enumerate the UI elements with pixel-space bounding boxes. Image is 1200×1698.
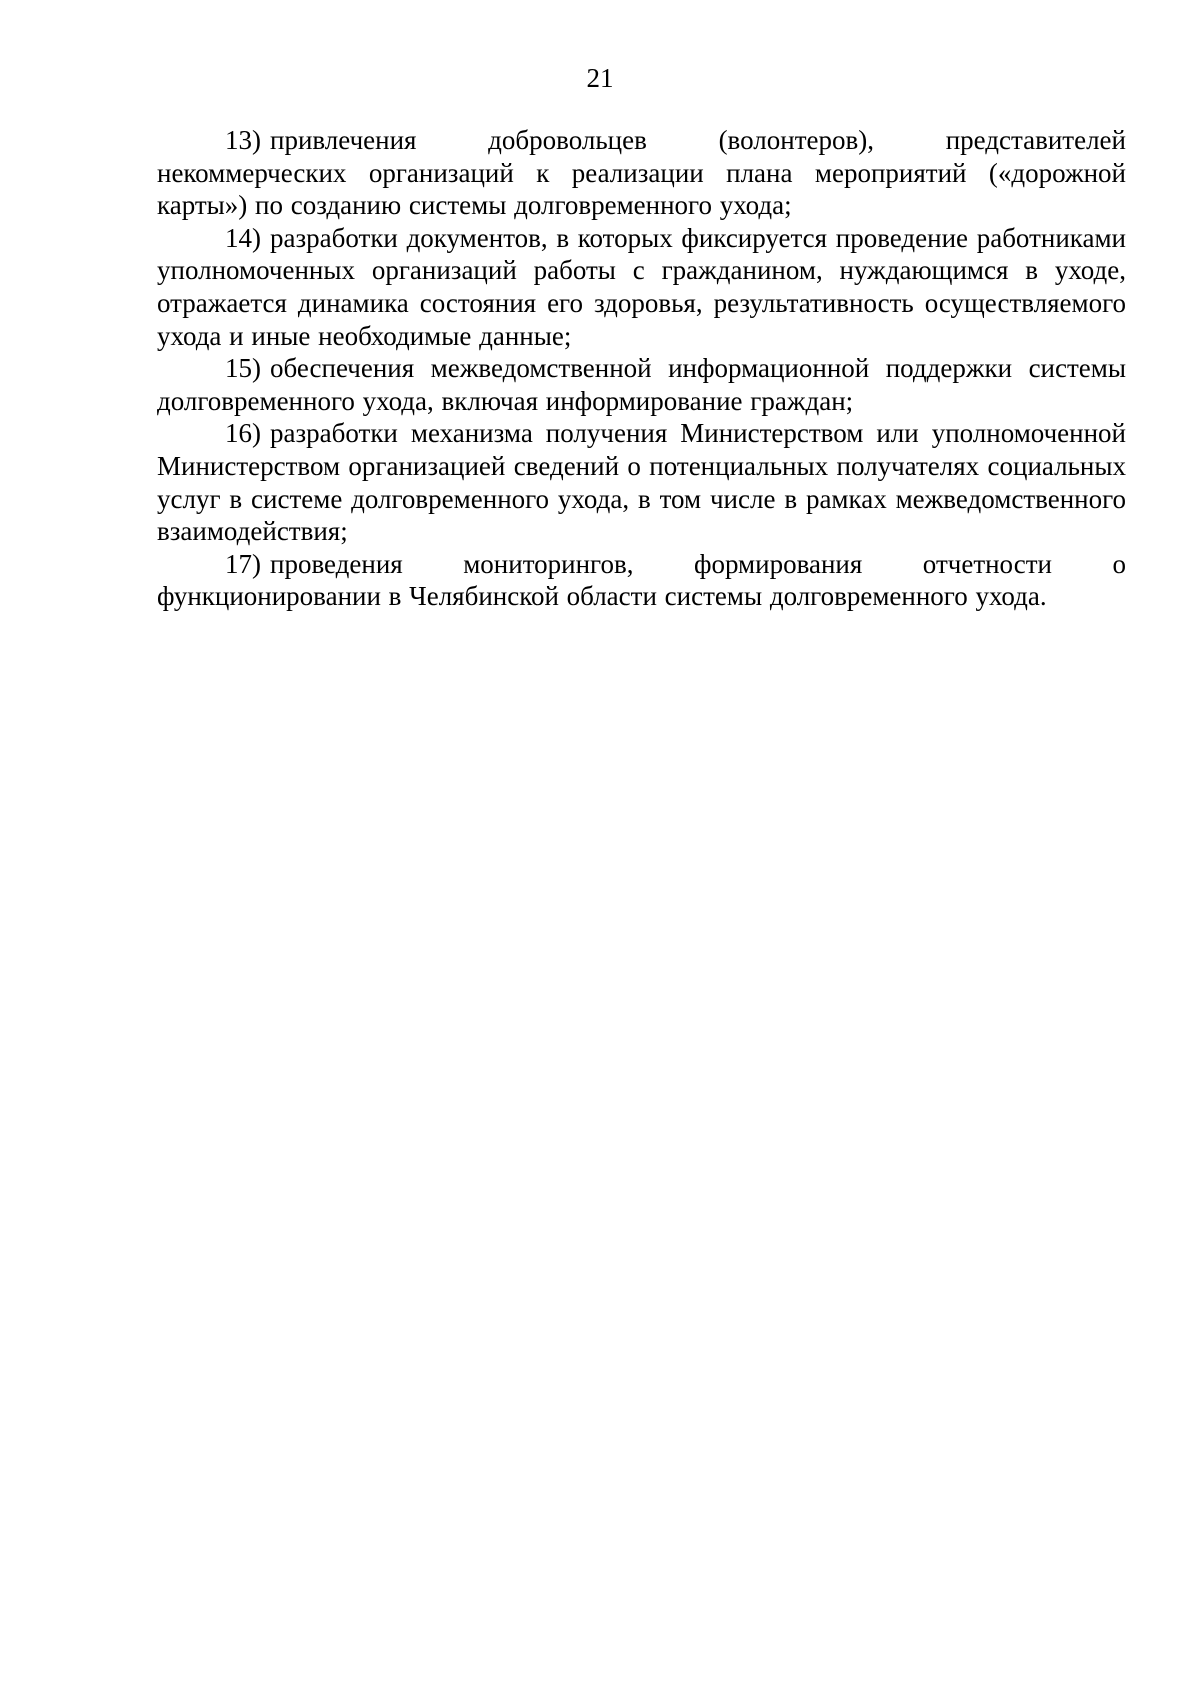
item-text: привлечения добровольцев (волонтеров), представителей некоммерческих организаций к реализации плана мероприятий («дорожной карты») по созданию системы долговременного ухода;	[157, 125, 1126, 221]
list-item-13	[157, 124, 1126, 222]
list-item-17	[157, 548, 1126, 613]
item-text: проведения мониторингов, формирования отчетности о функционировании в Челябинской области системы долговременного ухода.	[157, 548, 1126, 612]
item-number: 17)	[225, 548, 261, 579]
item-text: разработки документов, в которых фиксируется проведение работниками уполномоченных организаций работы с гражданином, нуждающимся в уходе, отражается динамика состояния его здоровья, результативность осуществляемого ухода и иные необходимые данные;	[157, 222, 1126, 351]
item-text: обеспечения межведомственной информационной поддержки системы долговременного ухода, включая информирование граждан;	[157, 353, 1126, 416]
list-item-14	[157, 222, 1126, 352]
item-text: разработки механизма получения Министерством или уполномоченной Министерством организацией сведений о потенциальных получателях социальных услуг в системе долговременного ухода, в том числе в рамках межведомственного взаимодействия;	[157, 418, 1126, 547]
list-item-15	[157, 352, 1126, 417]
item-number: 16)	[225, 418, 261, 449]
item-number: 15)	[225, 353, 261, 384]
item-number: 13)	[225, 125, 261, 155]
list-item-16	[157, 417, 1126, 547]
item-number: 14)	[225, 222, 261, 253]
document-body	[157, 124, 1126, 613]
page-number: 21	[586, 63, 614, 93]
